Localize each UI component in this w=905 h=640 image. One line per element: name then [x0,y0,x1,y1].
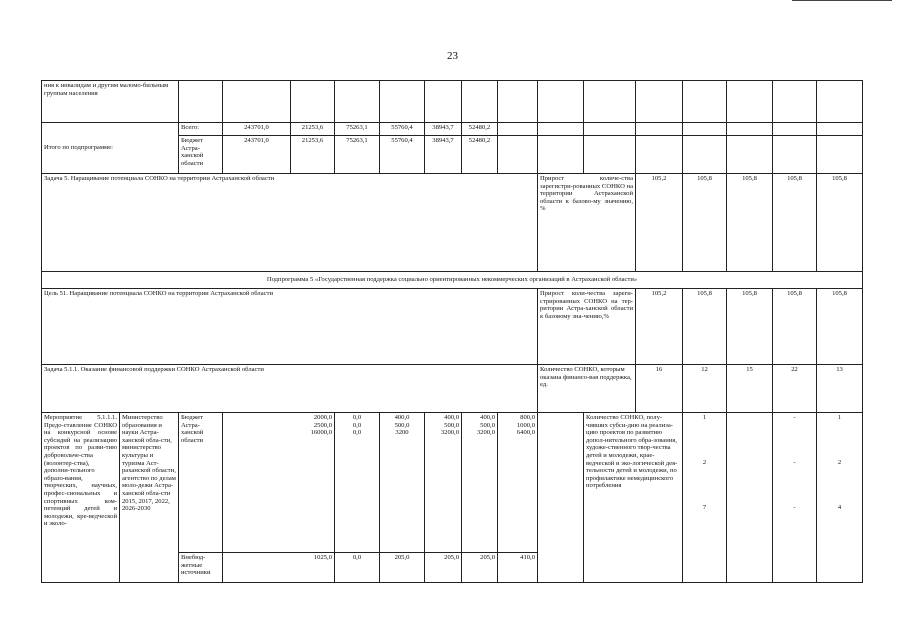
ext-value: 1025,0 [223,553,335,583]
measure-executor: Министерство образования и науки Астра-ханской обла-сти, министерство культуры и туризма Аст-раханской области, агентство по делам моло-дежи Астра-ханской обла-сти 2015, 2017, 2022, 2026-2030 [120,413,179,583]
ind-col [817,413,863,583]
finance-value: 400,0 [480,414,495,421]
budget-cell: 75263,1 [335,136,380,174]
budget-cell: 243701,0 [223,136,291,174]
task511-value: 16 [636,365,683,413]
total-cell: 243701,0 [223,123,291,136]
ind-col [683,413,727,583]
table-row-subprogram [42,272,863,289]
table-row-total-all [42,123,863,136]
goal51-value: 105,8 [773,289,817,365]
task511-text: Задача 5.1.1. Оказание финансовой поддержки СОНКО Астраханской области [42,365,538,413]
finance-col [498,413,538,553]
total-cell: 75263,1 [335,123,380,136]
task511-value: 22 [773,365,817,413]
budget-cell: 38943,7 [425,136,462,174]
task5-value: 105,8 [683,174,727,272]
top-rule [792,0,892,1]
goal51-value: 105,8 [817,289,863,365]
goal51-value: 105,8 [727,289,773,365]
ind-value: - [793,504,796,511]
finance-value: 3200 [395,429,409,437]
task511-value: 12 [683,365,727,413]
total-cell: 52480,2 [462,123,498,136]
program-table [41,80,863,583]
intro-text: ния к инвалидам и другим маломо-бильным группам населения [42,81,179,123]
finance-value: 500,0 [480,421,495,429]
measure-name: Мероприятие 5.1.1.1. Предо-ставление СОНКО на конкурсной основе субсидий на реализацию проектов по разви-тию добровольче-ства (волонтер-ства), дополни-тельного образо-вания, творческих, научных, профес-сиональных и спортивных ком-петенций детей и молодежи, кре-ведческой и эколо- [42,413,120,583]
total-cell: 21253,6 [291,123,335,136]
total-label: Итого по подпрограмме: [42,123,179,174]
finance-value: 400,0 [444,414,459,421]
finance-value: 1000,0 [516,421,535,429]
ind-value: 4 [837,504,842,511]
page-number: 23 [447,50,458,62]
finance-col [380,413,425,553]
goal51-text: Цель 51. Наращивание потенциала СОНКО на территории Астраханской области [42,289,538,365]
budget-cell: 55760,4 [380,136,425,174]
table-row-measure [42,413,863,553]
ind-value: - [793,414,796,421]
finance-col [223,413,335,553]
ind-value: 1 [702,414,707,421]
finance-value: 2000,0 [313,414,332,421]
measure-source-budget: Бюджет Астра-ханской области [179,413,223,553]
task5-value: 105,2 [636,174,683,272]
task511-value: 13 [817,365,863,413]
table-row [42,81,863,123]
ind-value: 7 [702,504,707,511]
budget-source: Бюджет Астра-ханской области [179,136,223,174]
finance-value: 500,0 [444,421,459,429]
total-source: Всего: [179,123,223,136]
task5-text: Задача 5. Наращивание потенциала СОНКО на территории Астраханской области [42,174,538,272]
task511-value: 15 [727,365,773,413]
finance-value: 500,0 [394,421,410,429]
ind-value: 2 [702,459,707,466]
ext-value: 0,0 [335,553,380,583]
task5-value: 105,8 [727,174,773,272]
ind-value: - [793,459,796,466]
measure-source-ext: Внебюд-жетные источники [179,553,223,583]
table-row-task511 [42,365,863,413]
finance-value: 0,0 [352,429,362,437]
finance-value: 2500,0 [313,421,332,429]
finance-value: 3200,0 [440,429,459,437]
total-cell: 38943,7 [425,123,462,136]
table-row-task5 [42,174,863,272]
budget-cell: 52480,2 [462,136,498,174]
ind-value: 1 [837,414,842,421]
goal51-value: 105,8 [683,289,727,365]
ind-col [773,413,817,583]
finance-value: 800,0 [520,414,535,421]
goal51-indicator: Прирост коли-чества зареги-стрированных СОНКО на тер-ритории Астра-ханской области к базовому зна-чению,% [538,289,636,365]
ind-value: 2 [837,459,842,466]
task511-indicator: Количество СОНКО, которым оказана финансо-вая поддержка, ед. [538,365,636,413]
ext-value: 205,0 [380,553,425,583]
finance-col [462,413,498,553]
task5-value: 105,8 [817,174,863,272]
measure-indicator: Количество СОНКО, полу-чивших субси-дию на реализа-цию проектов по развитию допол-нительного обра-зования, художе-ственного твор-чества детей и молодежи, крае-ведческой и эко-логической дея-тельности детей и молодежи, по профилактике немедицинского потребления [584,413,683,583]
budget-cell: 21253,6 [291,136,335,174]
finance-value: 3200,0 [476,429,495,437]
task5-indicator: Прирост количе-ства зарегистри-рованных СОНКО на территории Астраханской области к базово-му значению, % [538,174,636,272]
total-cell: 55760,4 [380,123,425,136]
finance-value: 16000,0 [310,429,332,437]
finance-value: 6400,0 [516,429,535,437]
table-row-goal51 [42,289,863,365]
finance-value: 400,0 [394,414,410,421]
ext-value: 205,0 [462,553,498,583]
finance-value: 0,0 [352,414,362,421]
subprogram-title: Подпрограмма 5 «Государственная поддержка социально ориентированных некоммерческих организаций в Астраханской области» [42,272,863,289]
ext-value: 205,0 [425,553,462,583]
finance-col [335,413,380,553]
finance-value: 0,0 [352,421,362,429]
goal51-value: 105,2 [636,289,683,365]
task5-value: 105,8 [773,174,817,272]
ext-value: 410,0 [498,553,538,583]
finance-col [425,413,462,553]
